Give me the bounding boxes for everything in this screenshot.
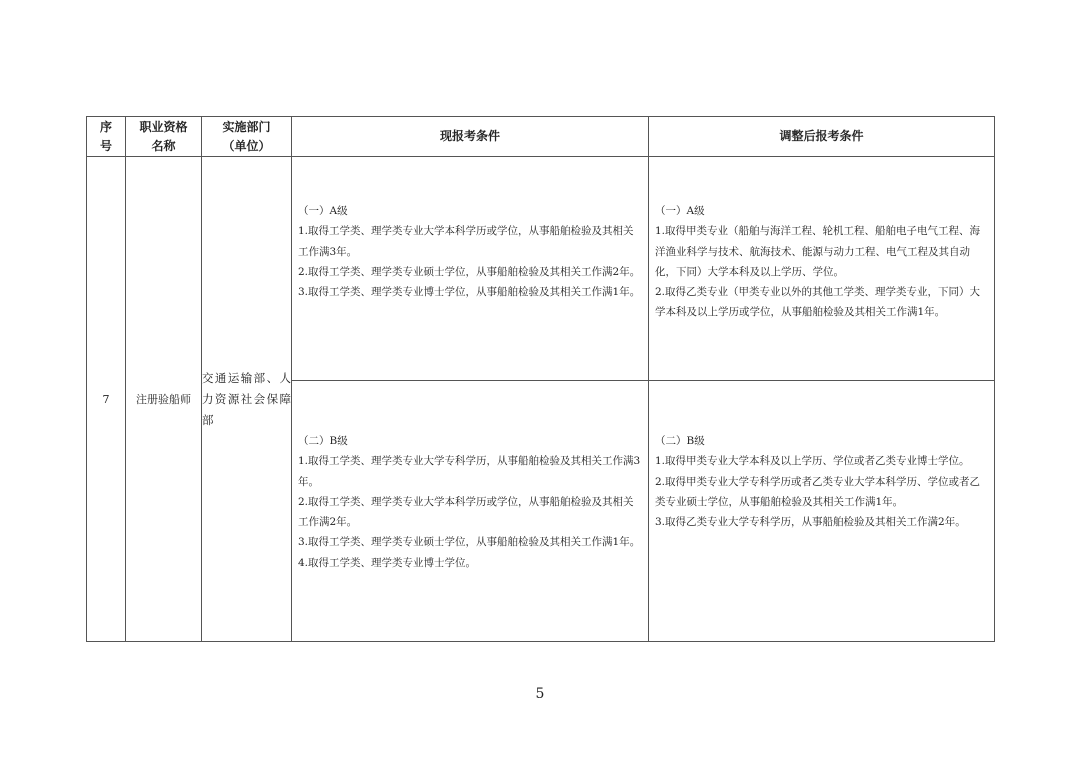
current-b-line: 1.取得工学类、理学类专业大学专科学历，从事船舶检验及其相关工作满3年。 bbox=[298, 455, 641, 488]
page-number: 5 bbox=[535, 686, 545, 702]
cell-adjusted-b bbox=[649, 381, 995, 642]
cell-adjusted-a bbox=[649, 157, 995, 381]
header-dept-line2: （单位） bbox=[222, 138, 271, 153]
header-current: 现报考条件 bbox=[292, 117, 649, 157]
current-a-line: 1.取得工学类、理学类专业大学本科学历或学位，从事船舶检验及其相关工作满3年。 bbox=[298, 225, 634, 258]
header-row bbox=[87, 117, 995, 157]
header-seq-line1: 序 bbox=[99, 119, 112, 134]
adjusted-b-line: 3.取得乙类专业大学专科学历，从事船舶检验及其相关工作满2年。 bbox=[655, 516, 966, 529]
header-dept bbox=[202, 117, 292, 157]
current-a-line: 2.取得工学类、理学类专业硕士学位，从事船舶检验及其相关工作满2年。 bbox=[298, 265, 641, 278]
header-seq-line2: 号 bbox=[99, 138, 112, 153]
current-a-line: 3.取得工学类、理学类专业博士学位，从事船舶检验及其相关工作满1年。 bbox=[298, 286, 641, 299]
current-b-line: 4.取得工学类、理学类专业博士学位。 bbox=[298, 556, 477, 569]
cell-name: 注册验船师 bbox=[126, 157, 202, 642]
adjusted-a-line: 1.取得甲类专业（船舶与海洋工程、轮机工程、船舶电子电气工程、海洋渔业科学与技术、航海技术、能源与动力工程、电气工程及其自动化，下同）大学本科及以上学历、学位。 bbox=[655, 225, 981, 278]
header-name-line2: 名称 bbox=[151, 138, 176, 153]
current-b-line: 3.取得工学类、理学类专业硕士学位，从事船舶检验及其相关工作满1年。 bbox=[298, 536, 641, 549]
adjusted-a-line: 2.取得乙类专业（甲类专业以外的其他工学类、理学类专业，下同）大学本科及以上学历或学位，从事船舶检验及其相关工作满1年。 bbox=[655, 286, 981, 319]
header-name-line1: 职业资格 bbox=[139, 119, 188, 134]
cell-seq: 7 bbox=[87, 157, 126, 642]
header-seq bbox=[87, 117, 126, 157]
adjusted-b-line: 1.取得甲类专业大学本科及以上学历、学位或者乙类专业博士学位。 bbox=[655, 455, 970, 468]
cell-current-b bbox=[292, 381, 649, 642]
current-b-line: （二）B级 bbox=[298, 435, 348, 447]
adjusted-a-line: （一）A级 bbox=[655, 205, 705, 217]
current-b-line: 2.取得工学类、理学类专业大学本科学历或学位，从事船舶检验及其相关工作满2年。 bbox=[298, 495, 634, 529]
adjusted-b-line: 2.取得甲类专业大学专科学历或者乙类专业大学本科学历、学位或者乙类专业硕士学位，从事船舶检验及其相关工作满1年。 bbox=[655, 475, 981, 508]
cell-dept: 交通运输部、人力资源社会保障部 bbox=[202, 157, 292, 642]
header-adjusted: 调整后报考条件 bbox=[649, 117, 995, 157]
adjusted-b-line: （二）B级 bbox=[655, 435, 705, 447]
cell-current-a bbox=[292, 157, 649, 381]
qualification-table bbox=[86, 116, 995, 642]
table-row-level-a bbox=[87, 157, 995, 381]
current-a-line: （一）A级 bbox=[298, 205, 348, 217]
header-dept-line1: 实施部门 bbox=[222, 119, 271, 134]
header-name bbox=[126, 117, 202, 157]
